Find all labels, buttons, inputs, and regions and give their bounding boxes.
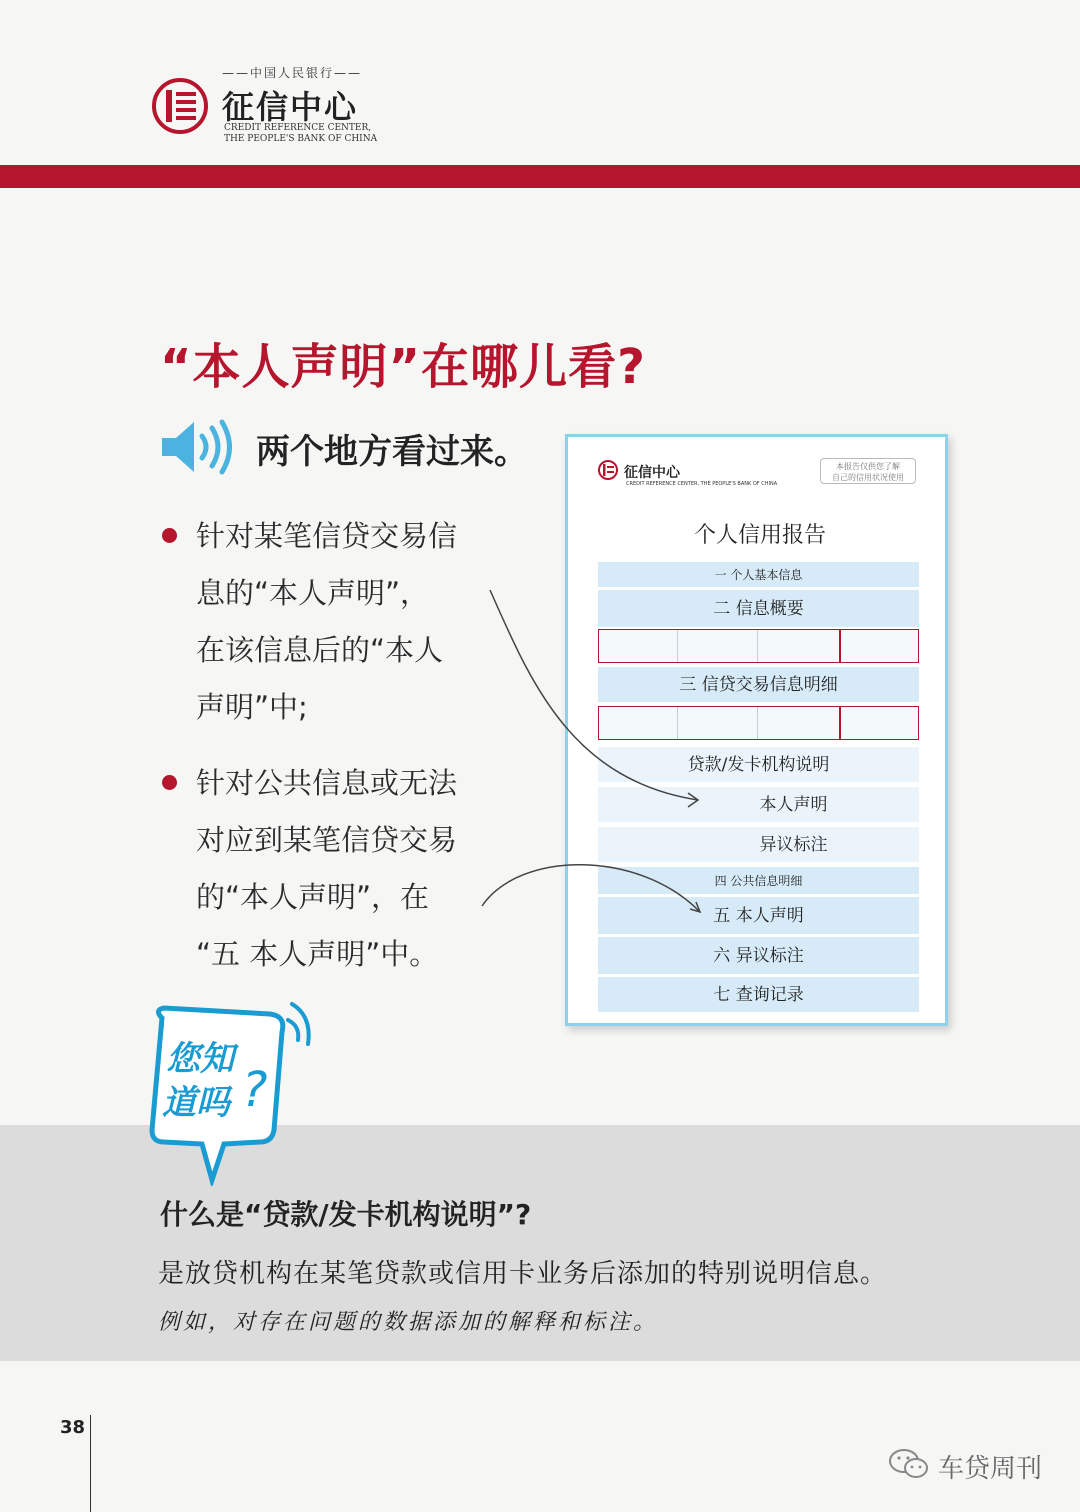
wechat-account-name: 车贷周刊 — [938, 1454, 1043, 1484]
report-row-personal-statement: 本人声明 — [598, 786, 919, 822]
org-parent-name: ——中国人民银行—— — [222, 66, 363, 80]
bullet-item: 针对公共信息或无法 对应到某笔信贷交易 的“本人声明”，在 “五 本人声明”中。 — [196, 766, 458, 971]
report-row-lender-note: 贷款/发卡机构说明 — [598, 746, 919, 782]
report-row-dispute-mark: 异议标注 — [598, 826, 919, 862]
report-row-query-record: 七 查询记录 — [598, 976, 919, 1012]
report-org-english: CREDIT REFERENCE CENTER, THE PEOPLE'S BANK OF CHINA — [626, 481, 778, 487]
report-row-summary: 二 信息概要 — [598, 589, 919, 627]
report-table-placeholder — [598, 706, 919, 740]
org-name: 征信中心 — [222, 88, 359, 126]
report-table-placeholder — [598, 629, 919, 663]
credit-center-logo-icon — [152, 78, 208, 134]
question-title: 什么是“贷款/发卡机构说明”? — [160, 1198, 532, 1231]
org-english-line1: CREDIT REFERENCE CENTER, — [224, 123, 372, 133]
bullet-dot — [162, 528, 177, 543]
report-row-public-info: 四 公共信息明细 — [598, 866, 919, 894]
speaker-icon — [160, 418, 234, 476]
footer-divider — [90, 1415, 91, 1512]
sub-title: 两个地方看过来。 — [256, 432, 528, 472]
page-title: “本人声明”在哪儿看? — [160, 339, 646, 395]
question-example: 例如，对存在问题的数据添加的解释和标注。 — [158, 1310, 659, 1335]
bullet-item: 针对某笔信贷交易信 息的“本人声明”， 在该信息后的“本人 声明”中; — [196, 519, 458, 724]
report-row-section5-statement: 五 本人声明 — [598, 896, 919, 934]
svg-text:您知: 您知 — [166, 1039, 234, 1079]
header-band — [0, 165, 1080, 188]
did-you-know-bubble-icon — [140, 996, 320, 1186]
question-answer: 是放贷机构在某笔贷款或信用卡业务后添加的特别说明信息。 — [158, 1259, 888, 1289]
report-logo-icon — [598, 460, 618, 480]
svg-text:道吗: 道吗 — [162, 1083, 230, 1123]
report-title: 个人信用报告 — [693, 523, 826, 548]
report-row-section6-dispute: 六 异议标注 — [598, 936, 919, 974]
report-row-basic-info: 一 个人基本信息 — [598, 561, 919, 587]
svg-text:?: ? — [242, 1062, 268, 1118]
report-row-credit-details: 三 信贷交易信息明细 — [598, 666, 919, 702]
page-number: 38 — [60, 1417, 86, 1438]
report-note: 本报告仅供您了解 自己的信用状况使用 — [820, 458, 916, 484]
wechat-icon — [888, 1447, 930, 1481]
report-org-name: 征信中心 — [624, 465, 680, 481]
bullet-dot — [162, 775, 177, 790]
org-english-line2: THE PEOPLE'S BANK OF CHINA — [224, 134, 378, 144]
